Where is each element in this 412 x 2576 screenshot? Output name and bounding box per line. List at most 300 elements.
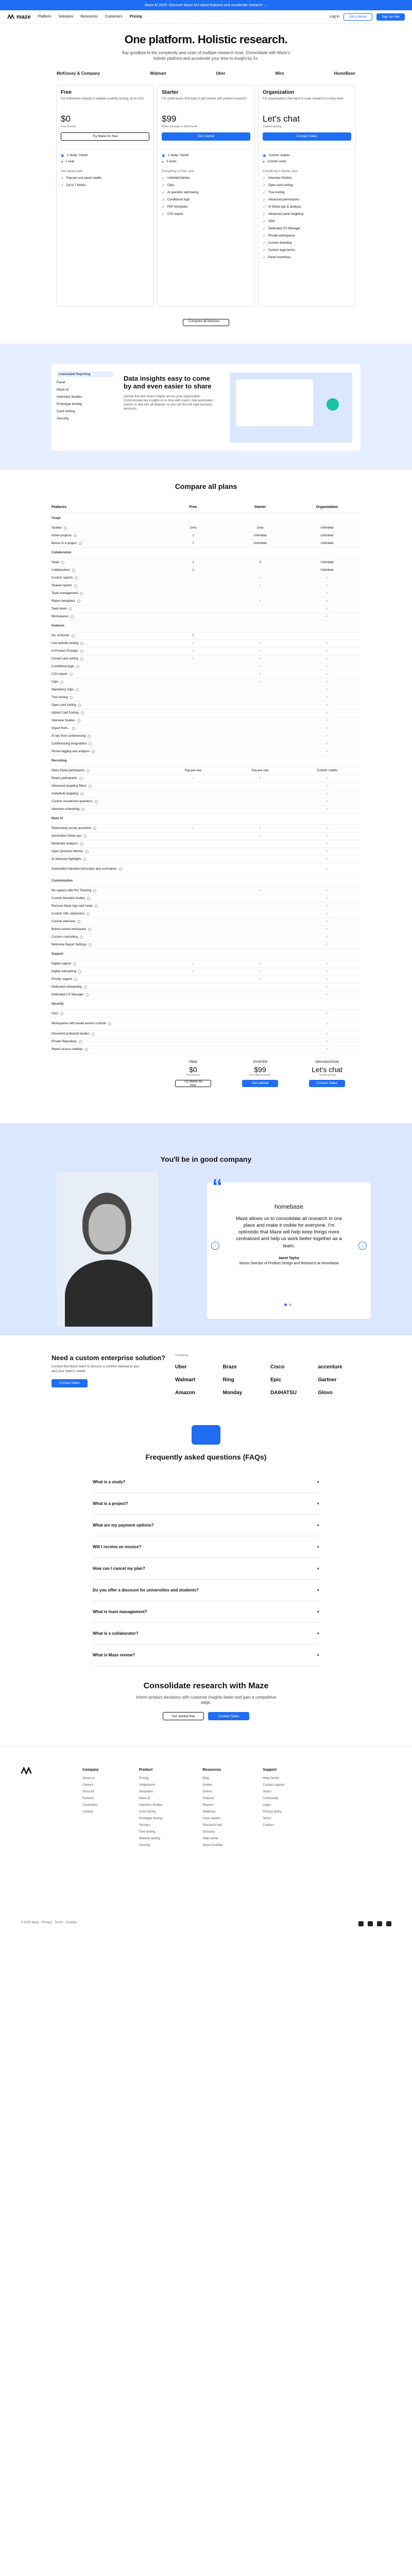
table-row [52,671,360,679]
plan-description: For organizations that want to scale research in every team. [263,97,345,100]
feature-label: Seats [52,561,60,564]
plan-cell [294,970,360,973]
faq-section [0,1425,412,1666]
feature-label: Studies [52,526,62,530]
feature-cell [52,727,160,730]
info-icon[interactable] [76,688,79,691]
plan-cell [160,769,227,772]
feature-label: Conditional logic [52,665,75,668]
feature-item [162,212,250,216]
plan-cell [294,703,360,707]
customer-logos [57,71,355,76]
plan-cell [227,776,294,780]
feature-value: ✓ [325,665,329,669]
feature-value: ✓ [325,727,329,731]
feature-value: ✓ [192,827,195,831]
menu-item-maze-ai[interactable]: Maze AI [57,387,69,392]
faq-question[interactable]: What is a project? [93,1501,128,1506]
info-icon[interactable] [92,1032,95,1036]
feature-label: Pay-per-use panel credits [66,176,102,180]
nav-solutions[interactable]: Solutions [58,15,74,19]
info-icon[interactable] [95,905,98,908]
feature-label: Advanced permissions [268,198,300,201]
info-icon[interactable] [83,858,87,861]
compare-features-button[interactable]: Compare all features [183,319,229,326]
plan-name: FREE [188,1060,197,1064]
plus-icon[interactable]: + [317,1631,319,1636]
info-icon[interactable] [79,542,82,545]
faq-question[interactable]: How can I cancel my plan? [93,1566,145,1571]
plus-icon[interactable]: + [317,1522,319,1528]
feature-item [263,176,351,180]
contact-sales-button[interactable]: Contact Sales [52,1379,88,1387]
plan-cell [294,657,360,660]
info-icon[interactable] [84,986,87,989]
check-icon: ✓ [162,212,165,216]
feature-value: ✓ [259,657,262,661]
feature-label: Digital onboarding [52,970,77,973]
feature-value: ✓ [325,1032,329,1036]
logo-gartner: Gartner [318,1377,337,1383]
feature-cell [52,704,160,707]
insights-title: Data insights easy to come by and even easier to share [124,374,212,391]
faq-item[interactable] [93,1515,319,1536]
check-icon: ✓ [162,176,165,180]
faq-item[interactable] [93,1623,319,1645]
footer-link[interactable]: Privacy policy [263,1810,282,1814]
info-icon[interactable] [93,889,96,892]
footer-link[interactable]: Community [263,1797,279,1801]
plan-cell [227,561,294,564]
info-icon[interactable] [77,920,80,923]
footer-plan-organization [294,1061,360,1087]
info-icon[interactable] [80,842,83,845]
menu-item-prototype[interactable]: Prototype testing [57,402,82,406]
footer-link[interactable]: Surveys [139,1824,150,1827]
faq-question[interactable]: What is Maze review? [93,1652,135,1657]
feature-cell [52,868,160,871]
linkedin-icon[interactable] [358,1921,364,1926]
feature-label: Workspaces [52,615,68,618]
feature-label: Active projects [52,534,72,537]
table-row [52,605,360,613]
table-row [52,574,360,582]
plan-description: For small teams that want to get started with product research. [162,97,248,100]
info-icon[interactable] [74,978,77,981]
info-icon[interactable] [75,577,78,580]
feature-value: ✓ [325,962,329,966]
next-arrow-icon[interactable]: › [358,1242,367,1250]
plus-icon[interactable]: + [317,1479,319,1484]
menu-item-security[interactable]: Security [57,416,69,420]
feature-label: In-Product Prompts [52,649,78,653]
header-organization: Organization [316,505,338,509]
footer-link[interactable]: Interview Studies [139,1804,163,1807]
faq-item[interactable] [93,1493,319,1515]
plan-cell [294,977,360,981]
info-icon[interactable] [87,897,90,900]
table-row [52,1038,360,1046]
faq-item[interactable] [93,1645,319,1666]
info-icon[interactable] [64,527,67,530]
footer-link[interactable]: Help Center [263,1777,280,1781]
get-started-button[interactable]: Get started [162,132,250,141]
info-icon[interactable] [60,681,63,684]
signup-button[interactable]: Sign up free [376,13,405,21]
prev-arrow-icon[interactable]: ‹ [211,1242,219,1250]
footer-link[interactable]: Podcast [202,1797,214,1801]
plan-cell [227,665,294,668]
carousel-dot[interactable] [289,1303,291,1306]
carousel-dot[interactable] [284,1303,287,1306]
info-icon[interactable] [74,584,77,587]
logo-uber: Uber [175,1364,187,1370]
table-row [52,895,360,903]
info-icon[interactable] [72,634,75,637]
feature-cell [52,827,160,830]
feature-label: Phone tagging and analysis [52,750,90,753]
plan-cell [294,719,360,722]
feature-item [263,234,351,238]
feature-label: Re-capture with Pro Tracking [52,889,92,892]
info-icon[interactable] [80,657,83,660]
feature-label: Custom URL redirection [52,912,84,916]
footer-bottom [21,1921,391,1926]
feature-value: Unlimited [320,541,334,545]
info-icon[interactable] [89,785,92,788]
table-row [52,648,360,655]
info-icon[interactable] [76,665,79,668]
table-row [52,783,360,790]
get-started-button[interactable]: Get started [242,1080,278,1087]
info-icon[interactable] [87,769,90,772]
plan-cell [294,993,360,996]
legal-links[interactable]: Privacy · Terms · Cookies [42,1921,77,1925]
info-icon[interactable] [81,711,84,715]
plus-icon[interactable]: + [317,1587,319,1592]
menu-item-interviews[interactable]: Interview Studies [57,395,82,399]
social-links [358,1921,391,1926]
nav-pricing[interactable]: Pricing [129,15,142,19]
feature-value: Unlimited [320,568,334,572]
plan-card-starter [157,85,255,307]
insights-panel [52,364,360,451]
footer-column-title: Resources [202,1768,221,1772]
table-row [52,702,360,709]
nav-platform[interactable]: Platform [38,15,52,19]
demo-button[interactable]: Get a demo [344,13,372,21]
table-section-header [52,999,360,1010]
info-icon[interactable] [80,936,83,939]
feature-value: ✓ [325,800,329,804]
plus-icon[interactable]: + [317,1544,319,1549]
plan-cell [294,868,360,871]
check-icon: ✓ [263,191,266,195]
info-icon[interactable] [79,777,82,780]
hero [0,24,412,76]
feature-label: Rephrasing survey questions [52,826,92,830]
footer-link[interactable]: Contact [82,1810,93,1814]
faq-question[interactable]: Do you offer a discount for universities and students? [93,1587,199,1592]
try-free-button[interactable]: Try Maze for free [61,132,149,141]
info-icon[interactable] [80,792,83,795]
footer-link[interactable]: Legal [263,1804,270,1807]
feature-value: 1 [192,568,194,572]
footer-link[interactable]: Website testing [139,1837,160,1841]
feature-value: ✓ [325,858,329,861]
feature-value: ✓ [325,928,329,931]
footer-link[interactable]: Security [139,1844,150,1848]
footer-link[interactable]: Card sorting [139,1810,156,1814]
footer-link[interactable]: Webinars [202,1810,216,1814]
contact-sales-button[interactable]: Contact Sales [208,1712,249,1720]
feature-value: ✓ [325,842,329,846]
plan-cell [294,734,360,738]
plan-price: $99 [162,113,177,124]
info-icon[interactable] [83,835,87,838]
footer-link[interactable]: Customers [82,1804,98,1807]
info-icon[interactable] [72,727,75,730]
maze-logo-icon[interactable] [21,1767,32,1777]
faq-item[interactable] [93,1471,319,1493]
footer-column [203,1768,223,1851]
faq-question[interactable]: What is team management? [93,1609,147,1614]
feature-value: ✓ [325,615,329,619]
footer-column [82,1768,99,1851]
plus-icon[interactable]: + [317,1501,319,1506]
plan-subtitle: Everything in Free, plus [162,170,195,173]
feature-label: Shared reports [52,584,72,587]
footer-link[interactable]: Pricing [139,1777,149,1781]
info-icon[interactable] [89,742,92,745]
feature-cell [52,889,160,892]
table-row [52,1046,360,1054]
plan-cell [227,680,294,684]
footer-link[interactable]: Careers [82,1784,94,1787]
header-free: Free [189,505,197,509]
faq-question[interactable]: What is a collaborator? [93,1631,139,1636]
footer-link[interactable]: Glossary [202,1831,215,1834]
info-icon[interactable] [71,615,74,618]
menu-item-reporting[interactable]: Automated Reporting [57,371,113,377]
info-icon[interactable] [88,928,91,931]
info-icon[interactable] [80,642,83,645]
faq-question[interactable]: What is a study? [93,1479,126,1484]
info-icon[interactable] [85,1048,88,1051]
feature-item [263,256,351,260]
feature-label: Recruiting [52,759,67,763]
footer-link[interactable]: Help center [202,1837,219,1841]
info-icon[interactable] [79,1040,82,1043]
nav-resources[interactable]: Resources [80,15,98,19]
plan-cell [160,569,227,572]
plan-cell [294,742,360,745]
faq-question[interactable]: Will I receive an invoice? [93,1544,142,1549]
feature-cell [52,1032,160,1036]
footer-link[interactable]: Partners [82,1797,94,1801]
announcement-text[interactable]: Maze AI 2025: Discover Maze AI's latest features and accelerate research → [145,3,267,7]
feature-cell [52,696,160,699]
feature-value: ✓ [325,850,329,854]
twitter-icon[interactable] [368,1921,373,1926]
footer-link[interactable]: Contact support [263,1784,285,1787]
info-icon[interactable] [72,569,75,572]
info-icon[interactable] [95,800,98,803]
info-icon[interactable] [77,719,80,722]
feature-label: Interview Studies [268,176,292,180]
plan-price-note: Custom pricing [263,125,282,128]
feature-cell [52,551,160,554]
feature-cell [52,673,160,676]
info-icon[interactable] [108,1022,111,1025]
feature-cell [52,769,160,772]
plan-cell [294,672,360,676]
feature-value: ✓ [259,681,262,684]
footer-link[interactable]: Press kit [82,1790,95,1794]
faq-question[interactable]: What are my payment options? [93,1522,154,1528]
plan-subtitle: Everything in Starter, plus [263,170,298,173]
comparison-table [52,502,360,1054]
faq-item[interactable] [93,1580,319,1601]
plan-card-organization [258,85,356,307]
footer-link[interactable]: Guides [202,1784,213,1787]
plan-cell [294,665,360,668]
footer-link[interactable]: Status [263,1790,272,1794]
portrait-face [89,1204,126,1251]
footer-link[interactable]: Blog [202,1777,209,1781]
info-icon[interactable] [85,993,89,996]
feature-cell [52,920,160,923]
feature-label: AI tips from conferencing [52,734,86,738]
plan-cell [294,599,360,603]
info-icon[interactable] [81,808,84,811]
plus-icon[interactable]: + [317,1652,319,1657]
info-icon[interactable] [89,943,92,946]
info-icon[interactable] [88,735,91,738]
footer-link[interactable]: Reports [202,1804,214,1807]
table-row [52,559,360,567]
plan-cell [294,776,360,780]
footer-link[interactable]: Integrations [139,1784,156,1787]
menu-item-panel[interactable]: Panel [57,380,65,384]
footer-link[interactable]: Cookies [263,1824,274,1827]
instagram-icon[interactable] [377,1921,382,1926]
plus-icon[interactable]: + [317,1609,319,1614]
feature-value: ✓ [259,978,262,981]
info-icon[interactable] [78,970,81,973]
feature-label: Reach participants [52,776,77,780]
feature-value: Pay-per-use [251,769,269,772]
faq-item[interactable] [93,1536,319,1558]
plus-icon[interactable]: + [317,1566,319,1571]
plan-cell [294,896,360,900]
footer-link[interactable]: Tree testing [139,1831,156,1834]
feature-label: Usage [52,517,61,520]
feature-value: ✓ [325,920,329,924]
footer-link[interactable]: Maze Certified [202,1844,223,1848]
plan-cell [227,649,294,653]
nav-customers[interactable]: Customers [105,15,123,19]
contact-sales-button[interactable]: Contact Sales [309,1080,345,1087]
info-icon[interactable] [80,592,83,595]
feature-value: ✓ [192,962,195,966]
faq-item[interactable] [93,1601,319,1623]
info-icon[interactable] [61,561,64,564]
footer-link[interactable]: Case studies [202,1817,221,1821]
feature-label: Conditional logic [167,198,190,201]
info-icon[interactable] [119,868,122,871]
check-icon: ✓ [61,183,64,188]
feature-label: Automated Interview transcripts and summaries [52,868,117,871]
check-icon: ✓ [263,212,266,216]
footer-link[interactable]: Research hub [202,1824,222,1827]
footer-link[interactable]: Terms [263,1817,271,1821]
info-icon[interactable] [77,600,80,603]
login-link[interactable]: Log in [329,15,339,19]
footer-link[interactable]: Prototype testing [139,1817,162,1821]
announcement-bar[interactable] [0,0,412,10]
try-free-button[interactable]: Try Maze for free [175,1080,211,1087]
table-section-header [52,814,360,825]
feature-value: ✓ [325,650,329,653]
faq-item[interactable] [93,1558,319,1580]
info-icon[interactable] [80,650,83,653]
info-icon[interactable] [60,1012,63,1015]
feature-value: ✓ [325,592,329,596]
feature-cell [52,777,160,780]
feature-item [263,198,351,202]
feature-value: 1 [192,561,194,564]
check-icon: ✓ [162,183,165,188]
plan-price: $0 [189,1065,197,1074]
menu-item-card-sorting[interactable]: Card sorting [57,409,75,413]
footer-link[interactable]: Maze AI [139,1797,150,1801]
info-icon[interactable] [70,696,73,699]
logo-glovo: Glovo [318,1389,333,1396]
info-icon[interactable] [73,962,76,965]
info-icon[interactable] [74,534,77,537]
info-icon[interactable] [92,750,95,753]
feature-value: ✓ [325,1040,329,1044]
plan-cell [294,857,360,861]
info-icon[interactable] [85,850,89,853]
get-started-free-button[interactable]: Get started free [163,1712,204,1720]
feature-label: Brand custom workspace [52,927,87,931]
contact-sales-button[interactable]: Contact Sales [263,132,351,141]
plan-cell [294,527,360,530]
info-icon[interactable] [87,912,90,916]
youtube-icon[interactable] [386,1921,391,1926]
plan-price: Let's chat [312,1065,342,1074]
feature-cell [52,735,160,738]
footer-link[interactable]: About us [82,1777,95,1781]
info-icon[interactable] [70,673,73,676]
info-icon[interactable] [78,704,81,707]
footer-column-title: Product [139,1768,153,1772]
footer-link[interactable]: Events [202,1790,212,1794]
plan-cell [294,569,360,572]
footer-link[interactable]: Templates [139,1790,153,1794]
feature-cell [52,897,160,900]
plan-cell [294,1012,360,1015]
maze-logo[interactable] [7,14,31,20]
feature-label: Custom-branded studies [52,896,85,900]
logo-homebase: HomeBase [334,71,355,76]
report-preview-image [230,372,352,443]
testimonial-author: Janet Taylor [278,1257,300,1261]
info-icon[interactable] [93,827,96,830]
info-icon[interactable] [68,607,72,611]
